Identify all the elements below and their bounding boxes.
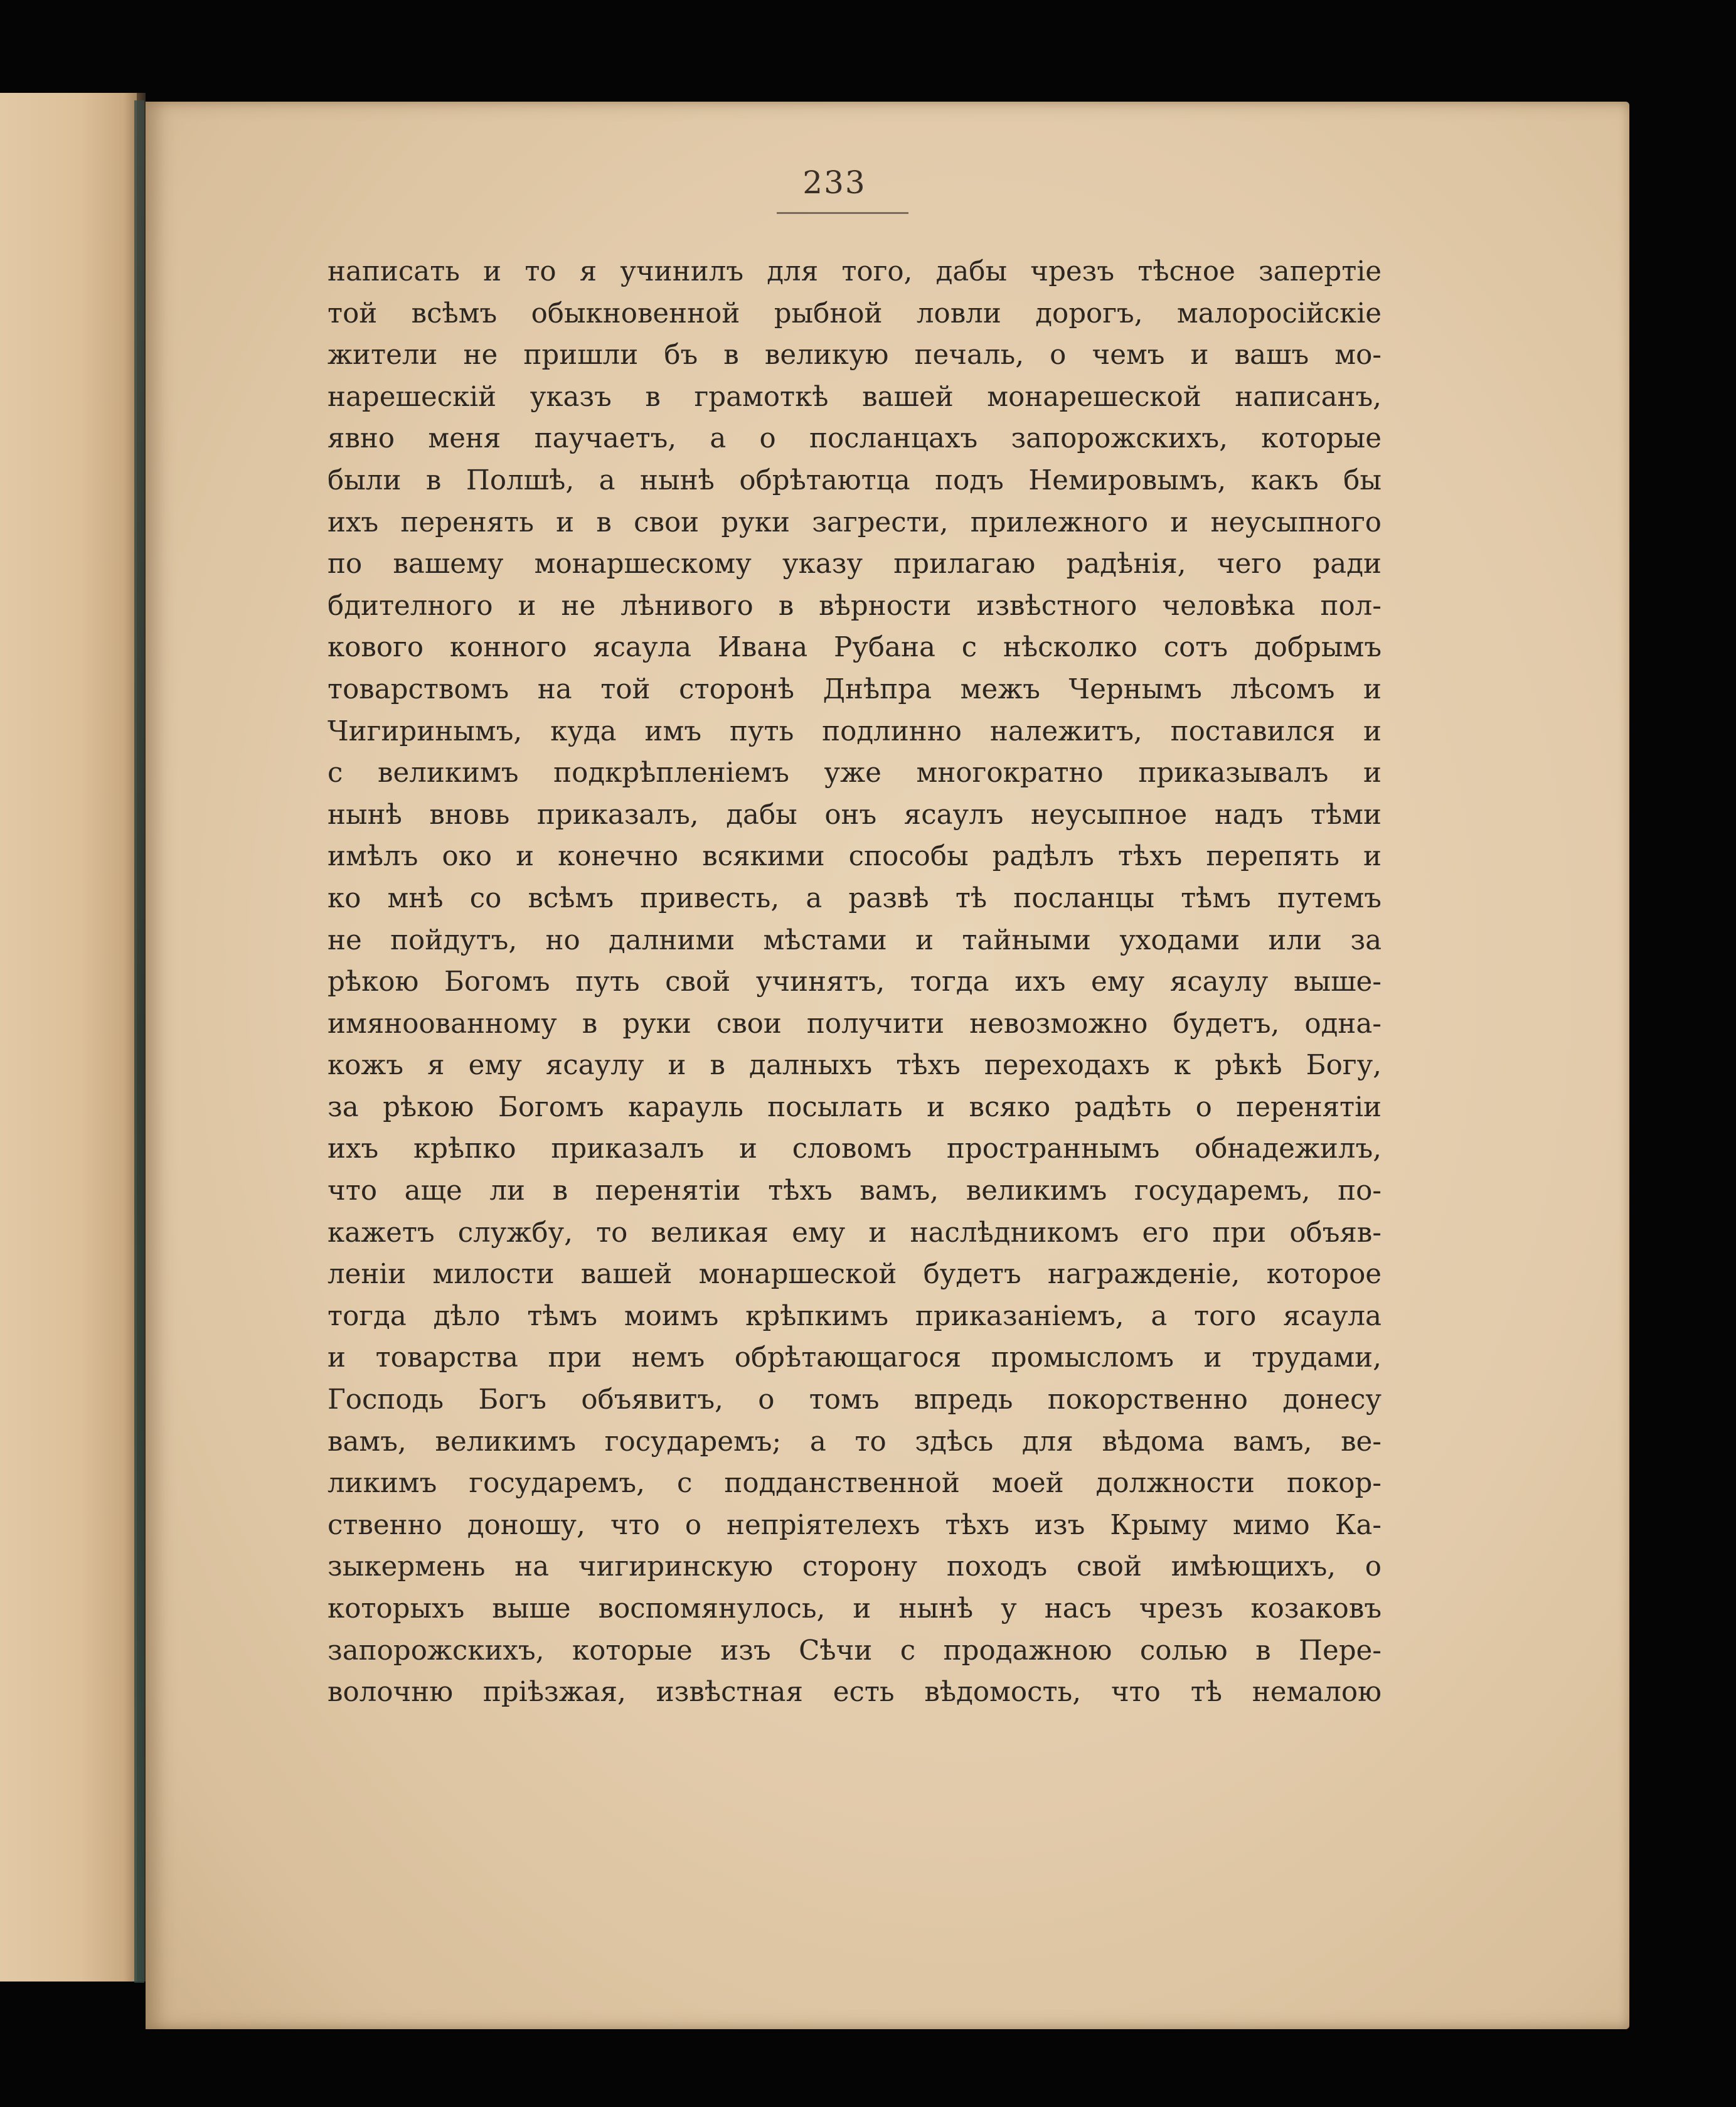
text-line: ихъ крѣпко приказалъ и словомъ пространнымъ обнадежилъ,: [327, 1133, 1382, 1165]
text-line: что аще ли в перенятіи тѣхъ вамъ, великимъ государемъ, по-: [327, 1175, 1382, 1207]
text-line: той всѣмъ обыкновенной рыбной ловли дорогъ, малоросійскіе: [327, 297, 1382, 329]
text-line: кажетъ службу, то великая ему и наслѣдникомъ его при объяв-: [327, 1217, 1382, 1249]
text-line: ихъ перенять и в свои руки загрести, прилежного и неусыпного: [327, 506, 1382, 538]
text-line: запорожскихъ, которые изъ Сѣчи с продажною солью в Пере-: [327, 1635, 1382, 1667]
text-line: леніи милости вашей монаршеской будетъ награжденіе, которое: [327, 1259, 1382, 1291]
book-spine: [134, 100, 144, 1983]
text-line: кожъ я ему ясаулу и в далныхъ тѣхъ переходахъ к рѣкѣ Богу,: [327, 1050, 1382, 1082]
text-line: ликимъ государемъ, с подданственной моей должности покор-: [327, 1468, 1382, 1500]
page-number: 233: [802, 164, 866, 201]
text-line: по вашему монаршескому указу прилагаю радѣнія, чего ради: [327, 548, 1382, 580]
text-line: были в Полшѣ, а нынѣ обрѣтаютца подъ Немировымъ, какъ бы: [327, 464, 1382, 496]
text-line: написать и то я учинилъ для того, дабы чрезъ тѣсное запертіе: [327, 256, 1382, 287]
text-line: которыхъ выше воспомянулось, и нынѣ у насъ чрезъ козаковъ: [327, 1593, 1382, 1624]
page-number-rule: [777, 212, 908, 214]
text-line: тогда дѣло тѣмъ моимъ крѣпкимъ приказаніемъ, а того ясаула: [327, 1300, 1382, 1332]
text-line: нынѣ вновь приказалъ, дабы онъ ясаулъ неусыпное надъ тѣми: [327, 799, 1382, 831]
previous-page-edge: [0, 93, 146, 1982]
text-line: Чигиринымъ, куда имъ путь подлинно належитъ, поставился и: [327, 715, 1382, 747]
text-line: не пойдутъ, но далними мѣстами и тайными уходами или за: [327, 924, 1382, 956]
text-line: ко мнѣ со всѣмъ привесть, а развѣ тѣ посланцы тѣмъ путемъ: [327, 882, 1382, 914]
text-line: с великимъ подкрѣпленіемъ уже многократно приказывалъ и: [327, 757, 1382, 789]
text-line: волочню пріѣзжая, извѣстная есть вѣдомость, что тѣ немалою: [327, 1677, 1382, 1709]
page-body-text: [327, 251, 1382, 1714]
text-line: ственно доношу, что о непріятелехъ тѣхъ изъ Крыму мимо Ка-: [327, 1509, 1382, 1541]
text-line: явно меня паучаетъ, а о посланцахъ запорожскихъ, которые: [327, 423, 1382, 455]
text-line: вамъ, великимъ государемъ; а то здѣсь для вѣдома вамъ, ве-: [327, 1426, 1382, 1458]
text-line: за рѣкою Богомъ карауль посылать и всяко радѣть о перенятіи: [327, 1091, 1382, 1123]
text-line: жители не пришли бъ в великую печаль, о чемъ и вашъ мо-: [327, 339, 1382, 371]
text-line: имѣлъ око и конечно всякими способы радѣлъ тѣхъ перепять и: [327, 841, 1382, 873]
text-line: кового конного ясаула Ивана Рубана с нѣсколко сотъ добрымъ: [327, 632, 1382, 664]
text-line: и товарства при немъ обрѣтающагося промысломъ и трудами,: [327, 1342, 1382, 1374]
text-line: товарствомъ на той сторонѣ Днѣпра межъ Чернымъ лѣсомъ и: [327, 673, 1382, 705]
text-line: имяноованному в руки свои получити невозможно будетъ, одна-: [327, 1008, 1382, 1040]
text-line: нарешескій указъ в грамоткѣ вашей монарешеской написанъ,: [327, 381, 1382, 413]
text-line: рѣкою Богомъ путь свой учинятъ, тогда ихъ ему ясаулу выше-: [327, 966, 1382, 998]
text-line: зыкермень на чигиринскую сторону походъ свой имѣющихъ, о: [327, 1551, 1382, 1583]
text-line: Господь Богъ объявитъ, о томъ впредь покорственно донесу: [327, 1384, 1382, 1416]
text-line: бдителного и не лѣнивого в вѣрности извѣстного человѣка пол-: [327, 590, 1382, 622]
